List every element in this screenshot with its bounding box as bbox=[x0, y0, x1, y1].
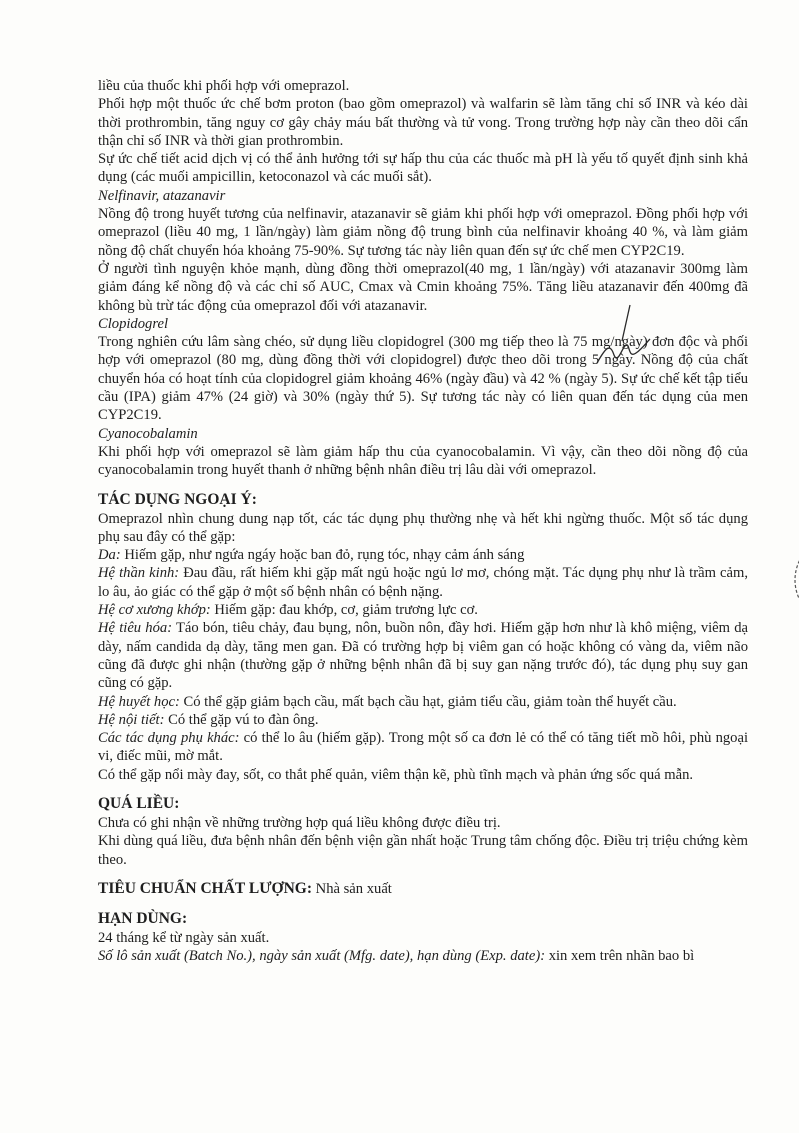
paragraph-lead: Hệ tiêu hóa: bbox=[98, 620, 173, 637]
labeled-paragraph bbox=[98, 564, 748, 601]
paragraph: Phối hợp một thuốc ức chế bơm proton (bao gồm omeprazol) và walfarin sẽ làm tăng chỉ số INR và kéo dài thời prothrombin, tăng nguy cơ gây chảy máu bất thường và tử vong. Trong trường hợp này cần theo dõi cẩn thận chỉ số INR và thời gian prothrombin. bbox=[98, 96, 748, 149]
paragraph-lead: Hệ huyết học: bbox=[98, 693, 180, 710]
paragraph: Khi dùng quá liều, đưa bệnh nhân đến bệnh viện gần nhất hoặc Trung tâm chống độc. Điều trị triệu chứng kèm theo. bbox=[98, 833, 748, 868]
paragraph-lead: Hệ nội tiết: bbox=[98, 711, 165, 728]
paragraph: Khi phối hợp với omeprazol sẽ làm giảm hấp thu của cyanocobalamin. Vì vậy, cần theo dõi nồng độ của cyanocobalamin trong huyết thanh ở những bệnh nhân điều trị lâu dài với omeprazol. bbox=[98, 443, 748, 479]
section-heading: HẠN DÙNG: bbox=[98, 909, 188, 927]
section-heading-label: TIÊU CHUẨN CHẤT LƯỢNG: bbox=[98, 879, 313, 897]
paragraph: Chưa có ghi nhận về những trường hợp quá liều không được điều trị. bbox=[98, 814, 501, 831]
subheading: Clopidogrel bbox=[98, 315, 168, 332]
paragraph-body: Hiếm gặp, như ngứa ngáy hoặc ban đỏ, rụng tóc, nhạy cảm ánh sáng bbox=[120, 547, 525, 564]
paragraph-lead: Da: bbox=[98, 547, 121, 564]
labeled-paragraph bbox=[98, 729, 748, 766]
labeled-paragraph bbox=[98, 711, 748, 729]
paragraph-lead: Hệ cơ xương khớp: bbox=[98, 602, 211, 619]
paragraph-body: Táo bón, tiêu chảy, đau bụng, nôn, buồn nôn, đầy hơi. Hiếm gặp hơn như là khô miệng, viêm dạ dày, nấm candida dạ dày, tăng men gan. Đã có trường hợp bị viêm gan có hoặc không có vàng da, viêm não cũng đã được ghi nhận (thường gặp ở những bệnh nhân đã bị suy gan nặng trước đó), tác dụng phụ suy gan cũng có gặp. bbox=[98, 620, 748, 692]
labeled-paragraph bbox=[98, 619, 748, 692]
paragraph: Trong nghiên cứu lâm sàng chéo, sử dụng liều clopidogrel (300 mg tiếp theo là 75 mg/ngày) đơn độc và phối hợp với omeprazol (80 mg, dùng đồng thời với clopidogrel) được theo dõi trong 5 ngày. Nồng độ của chất chuyển hóa có hoạt tính của clopidogrel giảm khoảng 46% (ngày đầu) và 42 % (ngày 5). Sự ức chế kết tập tiểu cầu (IPA) giảm 47% (24 giờ) và 30% (ngày thứ 5). Sự tương tác này có liên quan đến tác dụng của men CYP2C19. bbox=[98, 334, 748, 424]
labeled-paragraph bbox=[98, 546, 748, 564]
paragraph: 24 tháng kể từ ngày sản xuất. bbox=[98, 929, 270, 946]
paragraph-body: Hiếm gặp: đau khớp, cơ, giảm trương lực cơ. bbox=[210, 602, 478, 619]
paragraph-body: Có thể gặp giảm bạch cầu, mất bạch cầu hạt, giảm tiểu cầu, giảm toàn thể huyết cầu. bbox=[179, 693, 677, 710]
section-heading: QUÁ LIỀU: bbox=[98, 794, 180, 812]
subheading: Cyanocobalamin bbox=[98, 425, 198, 442]
paragraph: Sự ức chế tiết acid dịch vị có thể ảnh hưởng tới sự hấp thu của các thuốc mà pH là yếu tố quyết định sinh khả dụng (các muối ampicillin, ketoconazol và các muối sắt). bbox=[98, 151, 748, 186]
paragraph-lead: Số lô sản xuất (Batch No.), ngày sản xuất (Mfg. date), hạn dùng (Exp. date): bbox=[98, 948, 546, 965]
document-page bbox=[98, 77, 748, 965]
labeled-paragraph bbox=[98, 947, 748, 965]
paragraph-lead: Các tác dụng phụ khác: bbox=[98, 730, 240, 747]
paragraph: Ở người tình nguyện khỏe mạnh, dùng đồng thời omeprazol(40 mg, 1 lần/ngày) với atazanavir 300mg làm giảm đáng kể nồng độ và các chỉ số AUC, Cmax và Cmin khoảng 75%. Tăng liều atazanavir đến 400mg đã không bù trừ tác động của omeprazol đối với atazanavir. bbox=[98, 260, 748, 314]
paragraph-body: Đau đầu, rất hiếm khi gặp mất ngủ hoặc ngủ lơ mơ, chóng mặt. Tác dụng phụ như là trầm cảm, lo âu, ảo giác có thể gặp ở một số bệnh nhân có bệnh nặng. bbox=[98, 565, 748, 600]
paragraph-body: có thể lo âu (hiếm gặp). Trong một số ca đơn lẻ có thể có tăng tiết mồ hôi, phù ngoại vi, điếc mũi, mờ mắt. bbox=[98, 730, 749, 765]
stamp-fragment-icon bbox=[779, 520, 799, 850]
section-heading-inline bbox=[98, 879, 748, 899]
section-value: Nhà sản xuất bbox=[312, 880, 392, 897]
paragraph-body: Có thể gặp vú to đàn ông. bbox=[164, 711, 319, 728]
paragraph: Omeprazol nhìn chung dung nạp tốt, các tác dụng phụ thường nhẹ và hết khi ngừng thuốc. Một số tác dụng phụ sau đây có thể gặp: bbox=[98, 510, 748, 545]
paragraph-lead: Hệ thần kinh: bbox=[98, 565, 180, 582]
paragraph: Có thể gặp nổi mày đay, sốt, co thắt phế quản, viêm thận kẽ, phù tĩnh mạch và phản ứng sốc quá mẫn. bbox=[98, 766, 694, 783]
section-heading: TÁC DỤNG NGOẠI Ý: bbox=[98, 490, 257, 508]
paragraph: Nồng độ trong huyết tương của nelfinavir, atazanavir sẽ giảm khi phối hợp với omeprazol. Đồng phối hợp với omeprazol (liều 40 mg, 1 lần/ngày) làm giảm nồng độ trung bình của nelfinavir khoảng 40 %, và làm giảm nồng độ chất chuyển hóa khoảng 75-90%. Sự tương tác này liên quan đến sự ức chế men CYP2C19. bbox=[98, 206, 748, 259]
paragraph-body: xin xem trên nhãn bao bì bbox=[545, 948, 695, 965]
paragraph: liều của thuốc khi phối hợp với omeprazol. bbox=[98, 78, 350, 94]
labeled-paragraph bbox=[98, 693, 748, 711]
labeled-paragraph bbox=[98, 601, 748, 619]
subheading: Nelfinavir, atazanavir bbox=[98, 187, 226, 204]
